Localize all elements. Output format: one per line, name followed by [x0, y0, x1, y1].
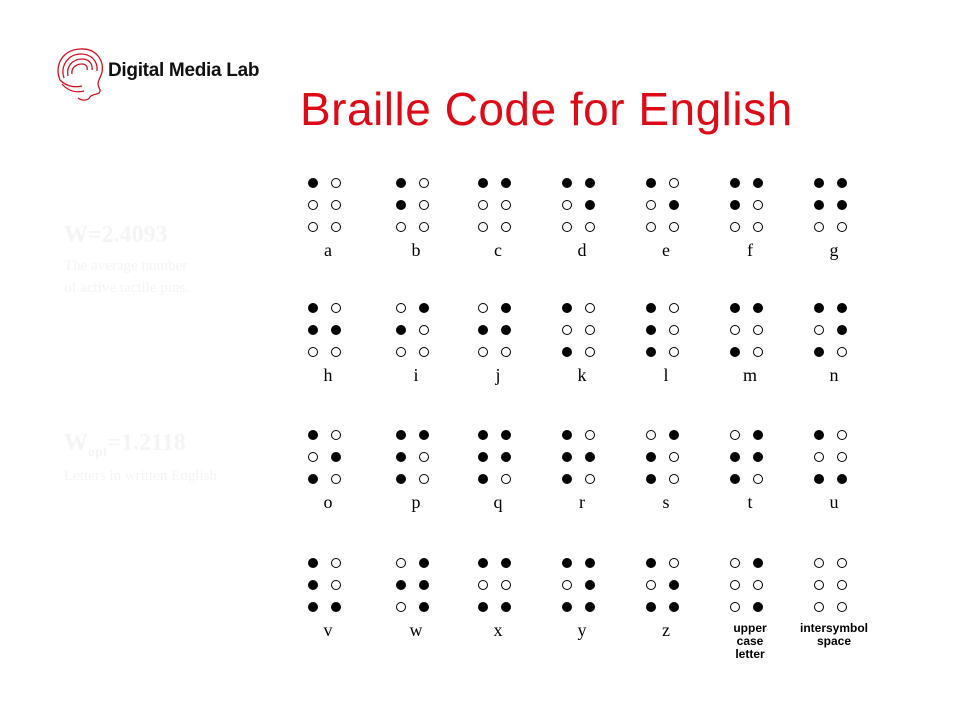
braille-letter-label: f — [747, 240, 753, 260]
braille-letter-label: x — [493, 620, 503, 640]
raised-dot — [562, 474, 572, 484]
raised-dot — [562, 558, 572, 568]
flat-dot — [308, 347, 318, 357]
flat-dot — [585, 222, 595, 232]
raised-dot — [730, 178, 740, 188]
raised-dot — [730, 200, 740, 210]
braille-dot-pattern — [636, 558, 696, 618]
flat-dot — [753, 222, 763, 232]
flat-dot — [814, 602, 824, 612]
raised-dot — [730, 452, 740, 462]
raised-dot — [646, 452, 656, 462]
flat-dot — [331, 200, 341, 210]
braille-dot-pattern — [720, 558, 780, 618]
braille-letter-label: g — [829, 240, 839, 260]
braille-dot-pattern — [386, 178, 446, 238]
flat-dot — [478, 200, 488, 210]
flat-dot — [478, 303, 488, 313]
raised-dot — [419, 558, 429, 568]
raised-dot — [478, 474, 488, 484]
flat-dot — [331, 303, 341, 313]
raised-dot — [646, 347, 656, 357]
raised-dot — [646, 558, 656, 568]
raised-dot — [669, 430, 679, 440]
flat-dot — [419, 222, 429, 232]
raised-dot — [814, 430, 824, 440]
braille-letter-label: c — [494, 240, 502, 260]
raised-dot — [308, 178, 318, 188]
optimal-pins-formula — [64, 430, 186, 461]
page-title: Braille Code for English — [300, 83, 793, 135]
raised-dot — [669, 602, 679, 612]
flat-dot — [396, 222, 406, 232]
flat-dot — [669, 474, 679, 484]
flat-dot — [501, 347, 511, 357]
braille-letter-label: p — [411, 492, 421, 512]
braille-letter-label: n — [829, 365, 839, 385]
flat-dot — [501, 222, 511, 232]
raised-dot — [753, 430, 763, 440]
raised-dot — [837, 200, 847, 210]
flat-dot — [331, 558, 341, 568]
raised-dot — [396, 452, 406, 462]
flat-dot — [501, 580, 511, 590]
braille-dot-pattern — [636, 303, 696, 363]
raised-dot — [478, 602, 488, 612]
raised-dot — [308, 303, 318, 313]
braille-letter-label: r — [579, 492, 585, 512]
flat-dot — [669, 452, 679, 462]
flat-dot — [814, 222, 824, 232]
braille-dot-pattern — [298, 303, 358, 363]
flat-dot — [331, 347, 341, 357]
flat-dot — [814, 452, 824, 462]
raised-dot — [396, 580, 406, 590]
flat-dot — [396, 347, 406, 357]
raised-dot — [501, 303, 511, 313]
raised-dot — [308, 325, 318, 335]
braille-dot-pattern — [552, 178, 612, 238]
raised-dot — [562, 178, 572, 188]
raised-dot — [669, 580, 679, 590]
raised-dot — [753, 178, 763, 188]
flat-dot — [478, 222, 488, 232]
flat-dot — [308, 200, 318, 210]
braille-letter-label: q — [493, 492, 503, 512]
raised-dot — [814, 474, 824, 484]
optimal-formula-value: =1.2118 — [107, 430, 186, 456]
braille-dot-pattern — [386, 303, 446, 363]
flat-dot — [419, 178, 429, 188]
braille-dot-pattern — [636, 430, 696, 490]
flat-dot — [646, 222, 656, 232]
avg-pins-formula: W=2.4093 — [64, 222, 168, 248]
flat-dot — [501, 200, 511, 210]
avg-pins-desc-line1: The average number — [64, 258, 188, 274]
braille-letter-label: u — [829, 492, 839, 512]
flat-dot — [646, 200, 656, 210]
flat-dot — [669, 325, 679, 335]
flat-dot — [669, 178, 679, 188]
raised-dot — [501, 430, 511, 440]
raised-dot — [585, 558, 595, 568]
braille-letter-label: z — [662, 620, 670, 640]
braille-dot-pattern — [386, 430, 446, 490]
braille-letter-label: d — [577, 240, 587, 260]
flat-dot — [753, 200, 763, 210]
flat-dot — [730, 325, 740, 335]
braille-dot-pattern — [804, 303, 864, 363]
flat-dot — [419, 474, 429, 484]
flat-dot — [396, 602, 406, 612]
braille-dot-pattern — [468, 178, 528, 238]
flat-dot — [646, 580, 656, 590]
flat-dot — [331, 222, 341, 232]
raised-dot — [308, 430, 318, 440]
flat-dot — [585, 303, 595, 313]
braille-letter-label: a — [324, 240, 332, 260]
flat-dot — [669, 222, 679, 232]
raised-dot — [419, 580, 429, 590]
raised-dot — [396, 430, 406, 440]
flat-dot — [730, 430, 740, 440]
flat-dot — [396, 303, 406, 313]
flat-dot — [837, 580, 847, 590]
braille-dot-pattern — [636, 178, 696, 238]
braille-letter-label: h — [323, 365, 333, 385]
flat-dot — [669, 558, 679, 568]
raised-dot — [730, 474, 740, 484]
raised-dot — [308, 580, 318, 590]
raised-dot — [501, 178, 511, 188]
flat-dot — [308, 222, 318, 232]
flat-dot — [837, 558, 847, 568]
flat-dot — [669, 347, 679, 357]
raised-dot — [814, 303, 824, 313]
raised-dot — [814, 347, 824, 357]
flat-dot — [308, 452, 318, 462]
raised-dot — [814, 178, 824, 188]
raised-dot — [753, 303, 763, 313]
flat-dot — [753, 325, 763, 335]
raised-dot — [396, 474, 406, 484]
braille-dot-pattern — [552, 558, 612, 618]
head-profile-icon — [52, 44, 108, 104]
flat-dot — [814, 558, 824, 568]
raised-dot — [585, 580, 595, 590]
flat-dot — [562, 580, 572, 590]
raised-dot — [837, 178, 847, 188]
flat-dot — [331, 430, 341, 440]
optimal-formula-main: W — [64, 430, 88, 456]
raised-dot — [814, 200, 824, 210]
braille-letter-label: j — [495, 365, 501, 385]
raised-dot — [646, 303, 656, 313]
raised-dot — [585, 200, 595, 210]
flat-dot — [753, 474, 763, 484]
avg-pins-desc-line2: of active tactile pins. — [64, 280, 189, 296]
flat-dot — [562, 325, 572, 335]
braille-letter-label: intersymbol space — [799, 621, 868, 648]
raised-dot — [308, 558, 318, 568]
flat-dot — [669, 303, 679, 313]
raised-dot — [730, 347, 740, 357]
raised-dot — [331, 602, 341, 612]
raised-dot — [501, 452, 511, 462]
flat-dot — [837, 452, 847, 462]
raised-dot — [837, 325, 847, 335]
braille-dot-pattern — [804, 558, 864, 618]
raised-dot — [669, 200, 679, 210]
optimal-formula-sub: opt — [88, 444, 108, 460]
raised-dot — [562, 303, 572, 313]
logo-text: Digital Media Lab — [108, 60, 260, 81]
braille-dot-pattern — [552, 430, 612, 490]
flat-dot — [562, 222, 572, 232]
flat-dot — [331, 580, 341, 590]
raised-dot — [331, 325, 341, 335]
raised-dot — [419, 430, 429, 440]
flat-dot — [585, 474, 595, 484]
braille-letter-label: m — [742, 365, 757, 385]
braille-dot-pattern — [804, 178, 864, 238]
braille-dot-pattern — [720, 303, 780, 363]
raised-dot — [396, 200, 406, 210]
braille-dot-pattern — [468, 558, 528, 618]
braille-letter-label: k — [577, 365, 587, 385]
flat-dot — [585, 325, 595, 335]
braille-dot-pattern — [720, 178, 780, 238]
flat-dot — [419, 200, 429, 210]
braille-letter-label: e — [662, 240, 670, 260]
flat-dot — [753, 347, 763, 357]
braille-dot-pattern — [468, 430, 528, 490]
raised-dot — [646, 178, 656, 188]
flat-dot — [730, 222, 740, 232]
flat-dot — [562, 200, 572, 210]
raised-dot — [753, 452, 763, 462]
braille-dot-pattern — [552, 303, 612, 363]
raised-dot — [396, 325, 406, 335]
raised-dot — [753, 602, 763, 612]
raised-dot — [501, 558, 511, 568]
flat-dot — [730, 580, 740, 590]
flat-dot — [419, 325, 429, 335]
flat-dot — [331, 474, 341, 484]
raised-dot — [646, 474, 656, 484]
raised-dot — [585, 602, 595, 612]
flat-dot — [478, 347, 488, 357]
flat-dot — [837, 602, 847, 612]
flat-dot — [837, 222, 847, 232]
raised-dot — [419, 602, 429, 612]
flat-dot — [419, 347, 429, 357]
raised-dot — [396, 178, 406, 188]
braille-dot-pattern — [468, 303, 528, 363]
raised-dot — [585, 452, 595, 462]
braille-dot-pattern — [298, 430, 358, 490]
raised-dot — [753, 558, 763, 568]
flat-dot — [730, 558, 740, 568]
flat-dot — [501, 474, 511, 484]
braille-dot-pattern — [298, 178, 358, 238]
raised-dot — [478, 558, 488, 568]
flat-dot — [837, 430, 847, 440]
braille-dot-pattern — [386, 558, 446, 618]
raised-dot — [562, 452, 572, 462]
braille-dot-pattern — [804, 430, 864, 490]
raised-dot — [562, 347, 572, 357]
braille-letter-label: s — [662, 492, 670, 512]
raised-dot — [308, 474, 318, 484]
flat-dot — [419, 452, 429, 462]
digital-media-lab-logo — [52, 44, 272, 104]
raised-dot — [478, 430, 488, 440]
raised-dot — [837, 474, 847, 484]
raised-dot — [837, 303, 847, 313]
raised-dot — [730, 303, 740, 313]
flat-dot — [814, 580, 824, 590]
raised-dot — [478, 452, 488, 462]
raised-dot — [478, 178, 488, 188]
braille-dot-pattern — [298, 558, 358, 618]
braille-letter-label: o — [323, 492, 333, 512]
raised-dot — [478, 325, 488, 335]
flat-dot — [396, 558, 406, 568]
braille-letter-label: v — [323, 620, 333, 640]
flat-dot — [730, 602, 740, 612]
raised-dot — [501, 325, 511, 335]
braille-dot-pattern — [720, 430, 780, 490]
raised-dot — [562, 430, 572, 440]
flat-dot — [753, 580, 763, 590]
flat-dot — [331, 178, 341, 188]
raised-dot — [331, 452, 341, 462]
flat-dot — [837, 347, 847, 357]
braille-letter-label: t — [747, 492, 753, 512]
raised-dot — [501, 602, 511, 612]
flat-dot — [478, 580, 488, 590]
raised-dot — [646, 602, 656, 612]
raised-dot — [419, 303, 429, 313]
flat-dot — [585, 347, 595, 357]
optimal-pins-desc: Letters in written English — [64, 468, 217, 484]
raised-dot — [646, 325, 656, 335]
raised-dot — [308, 602, 318, 612]
raised-dot — [585, 178, 595, 188]
braille-letter-label: upper case letter — [733, 621, 767, 661]
braille-letter-label: l — [663, 365, 669, 385]
raised-dot — [562, 602, 572, 612]
flat-dot — [646, 430, 656, 440]
braille-letter-label: y — [577, 620, 587, 640]
braille-letter-label: b — [411, 240, 421, 260]
flat-dot — [585, 430, 595, 440]
braille-letter-label: i — [413, 365, 419, 385]
braille-letter-label: w — [409, 620, 423, 640]
flat-dot — [814, 325, 824, 335]
